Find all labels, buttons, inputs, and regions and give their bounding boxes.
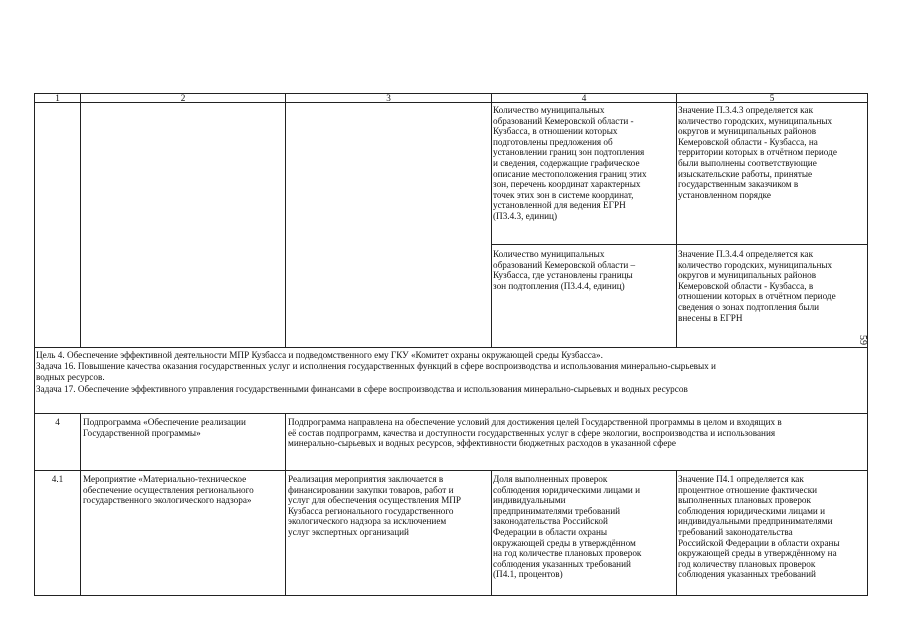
col-divider-2-3	[285, 93, 286, 348]
task-17-text: Задача 17. Обеспечение эффективного управления государственными финансами в сфере воспроизводства и использования минерально-сырьевых и водных ресурсов	[36, 384, 688, 394]
header-col-5: 5	[769, 93, 775, 103]
row-4-bottom-border	[34, 470, 868, 471]
method-p343: Значение П.3.4.3 определяется как количество городских, муниципальных округов и муниципальных районов Кемеровской области - Кузбасса, на территории которых в отчётном периоде были выполнены соответствующие изыскательские работы, принятые государственным заказчиком в установленном порядке	[678, 105, 837, 200]
goal-4-text: Цель 4. Обеспечение эффективной деятельности МПР Кузбасса и подведомственного ему ГКУ «Комитет охраны окружающей среды Кузбасса».	[36, 350, 603, 360]
header-col-1: 1	[55, 93, 60, 103]
indicator-p344: Количество муниципальных образований Кемеровской области – Кузбасса, где установлены границы зон подтопления (П3.4.4, единиц)	[493, 249, 636, 291]
table-left-border	[34, 93, 35, 596]
indicator-p41: Доля выполненных проверок соблюдения юридическими лицами и индивидуальными предпринимателями требований законодательства Российской Федерации в области охраны окружающей среды в утверждённом на год количестве плановых проверок соблюдения указанных требований (П4.1, процентов)	[493, 474, 642, 580]
col-divider-3-4	[491, 93, 492, 348]
row-4-number: 4	[55, 417, 60, 427]
row-344-bottom-border	[34, 347, 868, 348]
method-p41: Значение П4.1 определяется как процентное отношение фактически выполненных плановых проверок соблюдения юридическими лицами и индивидуальными предпринимателями требований законодательства Российской Федерации в области охраны окружающей среды в утверждённому на год количеству плановых проверок соблюдения указанных требований	[678, 474, 840, 580]
header-col-3: 3	[386, 93, 391, 103]
row-41-number: 4.1	[51, 474, 64, 484]
row-41-name: Мероприятие «Материально-техническое обеспечение осуществления регионального государственного экологического надзора»	[83, 474, 254, 506]
row-41-divider-4-5	[676, 470, 677, 596]
goal-block-bottom-border	[34, 413, 868, 414]
row-41-divider-3-4	[491, 470, 492, 596]
row-41-divider-1-2	[80, 470, 81, 596]
row-41-divider-2-3	[285, 470, 286, 596]
col-divider-4-5	[676, 93, 677, 348]
indicator-p343: Количество муниципальных образований Кемеровской области - Кузбасса, в отношении которых подготовлены предложения об установлении границ зон подтопления и сведения, содержащие графическое описание местоположения границ этих зон, перечень координат характерных точек этих зон в системе координат, установленной для ведения ЕГРН (П3.4.3, единиц)	[493, 105, 647, 221]
page-number: 59	[857, 335, 868, 345]
table-bottom-border	[34, 595, 868, 596]
row-41-description: Реализация мероприятия заключается в финансировании закупки товаров, работ и услуг для обеспечения осуществления МПР Кузбасса регионального государственного экологического надзора за исключением услуг экспертных организаций	[288, 474, 462, 537]
row-4-divider-2-3	[285, 413, 286, 471]
header-col-2: 2	[180, 93, 186, 103]
row-4-name: Подпрограмма «Обеспечение реализации Государственной программы»	[83, 417, 246, 438]
row-343-bottom-border	[491, 244, 868, 245]
row-4-description: Подпрограмма направлена на обеспечение условий для достижения целей Государственной программы в целом и входящих в её состав подпрограмм, качества и доступности государственных услуг в сфере экологии, воспроизводства и использования минерально-сырьевых и водных ресурсов, эффективности бюджетных расходов в указанной сфере	[288, 417, 782, 449]
task-16-text: Задача 16. Повышение качества оказания государственных услуг и исполнения государственных функций в сфере воспроизводства и использования минерально-сырьевых и водных ресурсов.	[36, 361, 716, 382]
col-divider-1-2	[80, 93, 81, 348]
row-4-divider-1-2	[80, 413, 81, 471]
method-p344: Значение П.3.4.4 определяется как количество городских, муниципальных округов и муниципальных районов Кемеровской области - Кузбасса, в отношении которых в отчётном периоде сведения о зонах подтопления были внесены в ЕГРН	[678, 249, 836, 323]
header-col-4: 4	[581, 93, 587, 103]
